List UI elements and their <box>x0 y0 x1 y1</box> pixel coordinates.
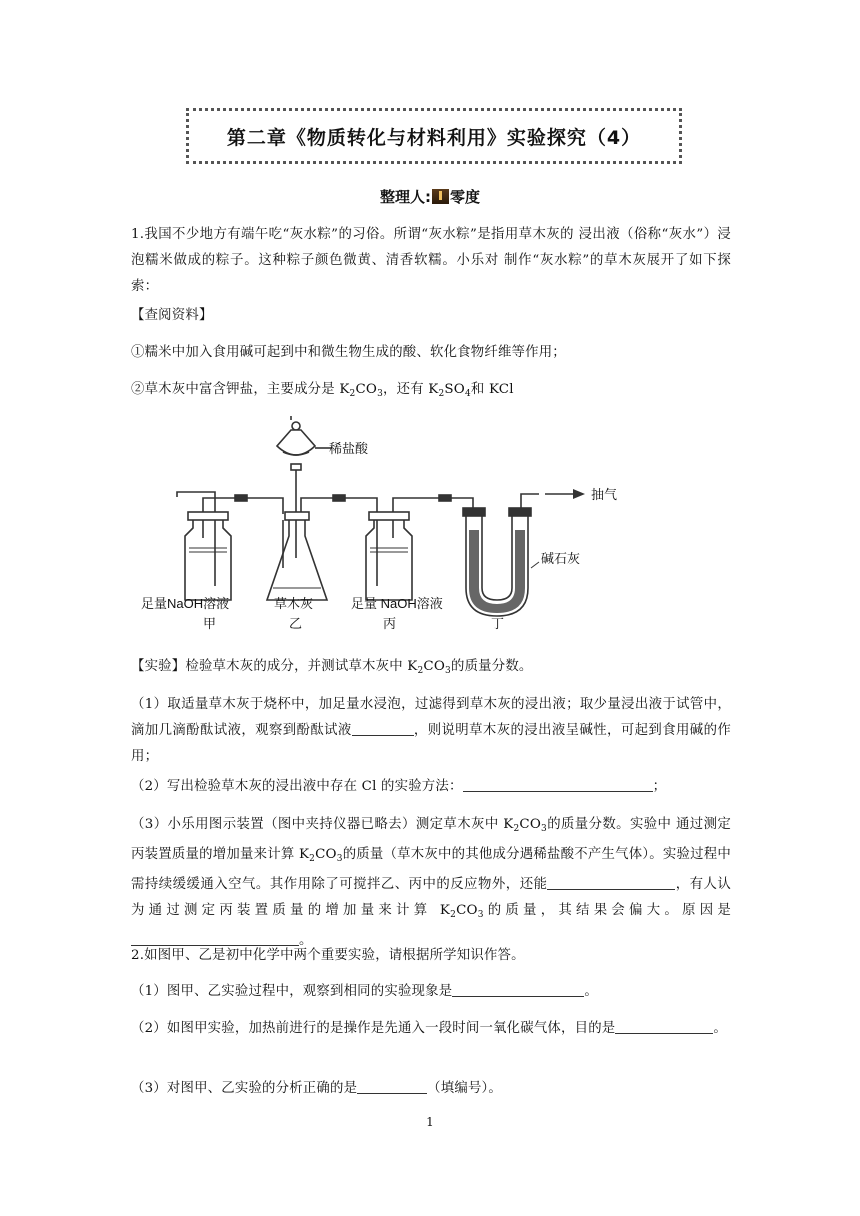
q1-part-1 <box>131 692 731 770</box>
subscript: 2 <box>309 854 316 864</box>
yi-to-bing-tube <box>301 498 333 512</box>
text-segment: ； <box>652 779 667 794</box>
text-segment: （3）对图甲、乙实验的分析正确的是 <box>131 1081 358 1096</box>
text-segment: CO <box>355 382 378 397</box>
apparatus-figure <box>133 418 618 640</box>
yi-name: 乙 <box>289 616 303 631</box>
answer-blank[interactable] <box>547 875 675 890</box>
jia-stopper <box>188 512 228 520</box>
answer-blank[interactable] <box>452 982 584 997</box>
text-segment: （1）取适量草木灰于烧杯中，加足量水浸泡，过滤得到草木灰的浸出液；取少量浸出液于试管中，滴加几滴酚酞试液，观察到酚酞试液 <box>131 697 731 738</box>
text-segment: CO <box>315 847 337 862</box>
text-segment: SO <box>444 382 465 397</box>
text-segment: 的质量分数。实验中 通过测定丙装置质量的增加量来计算 K <box>131 817 731 862</box>
answer-blank[interactable] <box>463 777 653 792</box>
lime-label: 碱石灰 <box>541 551 581 566</box>
text-segment: ，还有 K <box>383 382 439 397</box>
resource-item-1: ①糯米中加入食用碱可起到中和微生物生成的酸、软化食物纤维等作用； <box>131 345 566 360</box>
subscript: 2 <box>513 824 520 834</box>
text-segment: 和 KCl <box>470 382 514 397</box>
jia-bottle <box>185 520 231 600</box>
jia-name: 甲 <box>203 616 217 631</box>
subscript: 2 <box>417 666 424 676</box>
text-segment: ②草木灰中富含钾盐，主要成分是 K <box>131 382 350 397</box>
ding-right-plug <box>509 508 531 516</box>
text-segment: ，有人认为通过测定丙装置质量的增加量来计算 K <box>131 877 731 918</box>
page-number: 1 <box>426 1115 434 1129</box>
text-segment: 。 <box>584 984 598 999</box>
funnel-stopper <box>292 422 300 430</box>
page-title: 第二章《物质转化与材料利用》实验探究（4） <box>226 126 642 149</box>
text-segment: 的质量分数。 <box>450 659 533 674</box>
text-segment: CO <box>519 817 542 832</box>
text-segment: （3）小乐用图示装置（图中夹持仪器已略去）测定草木灰中 K <box>131 817 514 832</box>
text-segment: 。 <box>713 1021 727 1036</box>
q1-part-3 <box>131 812 731 954</box>
bing-to-ding-tube <box>393 498 439 512</box>
q2-part-2 <box>131 1016 731 1042</box>
answer-blank[interactable] <box>615 1019 713 1034</box>
text-segment: 【实验】检验草木灰的成分，并测试草木灰中 K <box>131 659 418 674</box>
inlet-tube <box>177 492 215 514</box>
subscript: 3 <box>377 389 384 399</box>
q2-intro: 2.如图甲、乙是初中化学中两个重要实验，请根据所学知识作答。 <box>131 948 525 963</box>
ding-name: 丁 <box>491 616 505 631</box>
answer-blank[interactable] <box>352 721 414 736</box>
u-tube-inner <box>482 516 512 600</box>
text-segment: （填编号）。 <box>427 1081 503 1096</box>
compiler-name: 零度 <box>449 188 480 206</box>
funnel-label: 稀盐酸 <box>329 441 369 456</box>
subscript: 2 <box>349 389 356 399</box>
arrow-right-icon <box>573 489 585 499</box>
text-segment: ，则说明草木灰的浸出液呈碱性，可起到食用碱的作用； <box>131 723 731 764</box>
text-segment: （2）如图甲实验，加热前进行的是操作是先通入一段时间一氧化碳气体，目的是 <box>131 1021 616 1036</box>
yi-stopper <box>285 512 309 520</box>
experiment-heading <box>131 654 731 684</box>
resource-heading: 【查阅资料】 <box>131 308 213 323</box>
bing-stopper <box>369 512 409 520</box>
answer-blank[interactable] <box>357 1079 427 1094</box>
subscript: 2 <box>450 910 457 920</box>
text-segment: （1）图甲、乙实验过程中，观察到相同的实验现象是 <box>131 984 453 999</box>
yi-label: 草木灰 <box>274 596 314 611</box>
q1-intro: 1.我国不少地方有端午吃“灰水粽”的习俗。所谓“灰水粽”是指用草木灰的 浸出液（俗称“灰水”）浸泡糯米做成的粽子。这种粽子颜色微黄、清香软糯。小乐对 制作“灰水粽”的草木灰展开了如下探索： <box>131 227 731 294</box>
subscript: 3 <box>445 666 451 676</box>
text-segment: CO <box>456 903 478 918</box>
text-segment: （2）写出检验草木灰的浸出液中存在 Cl 的实验方法： <box>131 779 463 794</box>
title-box <box>186 108 682 164</box>
jia-to-yi-tube <box>203 498 235 512</box>
text-segment: CO <box>423 659 446 674</box>
compiler-logo-icon <box>432 189 449 204</box>
jia-label: 足量NaOH溶液 <box>141 596 230 611</box>
compiler-line <box>0 186 860 207</box>
subscript: 3 <box>541 824 547 834</box>
q2-part-1 <box>131 979 731 1005</box>
separatory-funnel <box>277 430 315 455</box>
bing-name: 丙 <box>383 616 397 631</box>
text-segment: 的质量（草木灰中的其他成分遇稀盐酸不产生气体）。实验过程中需持续缓缓通入空气。其作用除了可搅拌乙、丙中的反应物外，还能 <box>131 847 731 892</box>
subscript: 4 <box>464 389 471 399</box>
resource-item-2 <box>131 377 731 407</box>
text-segment: 。 <box>299 933 313 948</box>
air-label: 抽气 <box>591 487 618 502</box>
compiler-label: 整理人: <box>379 188 431 206</box>
text-segment: 的质量，其结果会偏大。原因是 <box>483 903 731 918</box>
bing-label: 足量 NaOH溶液 <box>351 596 443 611</box>
subscript: 2 <box>438 389 445 399</box>
subscript: 3 <box>477 910 484 920</box>
q2-part-3 <box>131 1076 731 1102</box>
bing-bottle <box>366 520 412 600</box>
subscript: 3 <box>336 854 343 864</box>
ding-left-plug <box>463 508 485 516</box>
q1-part-2 <box>131 774 731 800</box>
liquid-levels <box>189 548 408 588</box>
